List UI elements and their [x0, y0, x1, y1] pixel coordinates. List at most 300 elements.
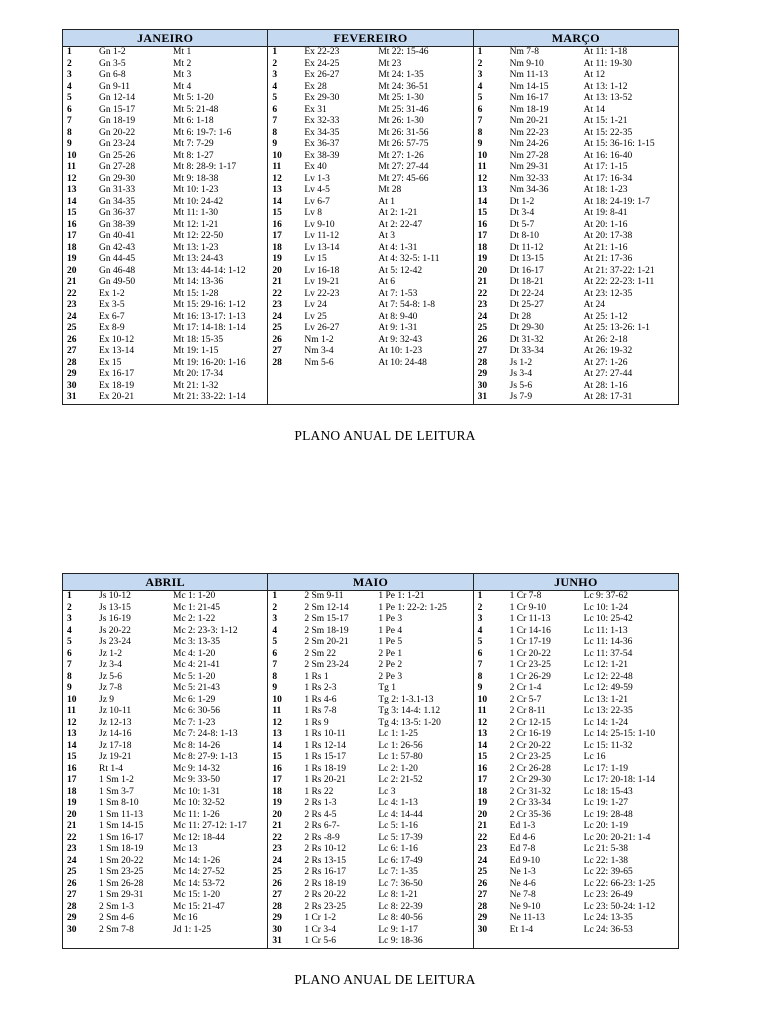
- nt-reading: Mc 6: 1-29: [173, 694, 216, 705]
- ot-reading: 2 Sm 9-11: [304, 591, 344, 601]
- ot-reading: 2 Rs 4-5: [304, 809, 337, 820]
- ot-reading: Êx 1-2: [99, 288, 125, 299]
- day-row: [63, 729, 267, 741]
- day-number: 11: [67, 706, 76, 716]
- day-number: 20: [272, 809, 282, 820]
- nt-reading: Mt 20: 17-34: [173, 369, 224, 379]
- day-row: [474, 70, 678, 82]
- nt-reading: At 10: 1-23: [378, 346, 423, 356]
- nt-reading: Lc 22: 39-65: [583, 867, 633, 877]
- day-row: [63, 312, 267, 324]
- ot-reading: Dt 29-30: [509, 323, 544, 333]
- day-number: 25: [67, 323, 77, 333]
- nt-reading: Lc 1: 57-80: [378, 752, 423, 762]
- day-row: [474, 266, 678, 278]
- month-column-marco: [473, 47, 678, 405]
- day-number: 13: [477, 185, 488, 195]
- ot-reading: Nm 24-26: [509, 139, 549, 149]
- day-number: 12: [272, 173, 282, 184]
- nt-reading: Mt 18: 15-35: [173, 334, 224, 345]
- ot-reading: 1 Sm 1-2: [99, 775, 134, 785]
- ot-reading: Êx 32-33: [304, 116, 340, 126]
- day-number: 27: [272, 890, 282, 900]
- ot-reading: 1 Rs 1: [304, 671, 329, 682]
- day-number: 16: [272, 219, 282, 230]
- day-row: [474, 289, 678, 301]
- ot-reading: 1 Sm 8-10: [99, 798, 139, 808]
- nt-reading: Mt 16: 13-17: 1-13: [173, 311, 246, 322]
- day-row: [63, 649, 267, 661]
- ot-reading: Dt 28: [509, 311, 532, 322]
- nt-reading: Mc 11: 27-12: 1-17: [173, 821, 247, 831]
- nt-reading: Lc 7: 36-50: [378, 878, 423, 889]
- ot-reading: 2 Sm 20-21: [304, 637, 349, 647]
- ot-reading: Êx 29-30: [304, 93, 340, 103]
- nt-reading: Lc 11: 37-54: [583, 648, 633, 659]
- ot-reading: 1 Cr 26-29: [509, 671, 551, 682]
- day-number: 31: [477, 392, 488, 402]
- ot-reading: Jz 1-2: [99, 648, 122, 659]
- day-number: 15: [67, 208, 77, 218]
- day-row: [63, 358, 267, 370]
- ot-reading: 2 Cr 1-4: [509, 683, 542, 693]
- day-number: 29: [67, 369, 77, 379]
- day-row: [268, 220, 472, 232]
- day-row: [63, 381, 267, 393]
- ot-reading: Jz 12-13: [99, 717, 132, 728]
- nt-reading: Mt 15: 29-16: 1-12: [173, 300, 246, 310]
- day-number: 4: [67, 625, 72, 636]
- nt-reading: Lc 5: 1-16: [378, 821, 418, 831]
- reading-plan-table-q1: [62, 29, 679, 405]
- day-row: [63, 266, 267, 278]
- day-row: [474, 128, 678, 140]
- day-row: [268, 358, 472, 370]
- day-number: 20: [477, 265, 488, 276]
- day-number: 24: [67, 311, 77, 322]
- nt-reading: Lc 8: 1-21: [378, 890, 418, 900]
- nt-reading: Mt 8: 28-9: 1-17: [173, 162, 237, 172]
- ot-reading: 1 Rs 12-14: [304, 740, 347, 751]
- day-row: [268, 231, 472, 243]
- day-row: [268, 752, 472, 764]
- day-row: [268, 913, 472, 925]
- ot-reading: Dt 1-2: [509, 196, 535, 207]
- day-number: 15: [477, 752, 488, 762]
- day-number: 28: [67, 901, 77, 912]
- day-row: [63, 660, 267, 672]
- day-row: [474, 151, 678, 163]
- nt-reading: Tg 3: 14-4: 1.12: [378, 706, 441, 716]
- reading-plan-section-q1: [62, 29, 679, 405]
- ot-reading: Êx 15: [99, 357, 122, 368]
- nt-reading: Lc 11: 1-13: [583, 625, 628, 636]
- nt-reading: 1 Pe 4: [378, 625, 403, 636]
- day-number: 21: [67, 821, 77, 831]
- day-row: [63, 821, 267, 833]
- day-row: [474, 346, 678, 358]
- nt-reading: Mt 8: 1-27: [173, 150, 214, 161]
- nt-reading: At 8: 9-40: [378, 311, 418, 322]
- day-number: 14: [477, 740, 488, 751]
- day-number: 28: [477, 357, 488, 368]
- day-number: 4: [477, 81, 483, 92]
- ot-reading: 1 Sm 29-31: [99, 890, 144, 900]
- month-header-fevereiro: FEVEREIRO: [268, 30, 473, 47]
- day-row: [63, 392, 267, 404]
- month-header-maio: MAIO: [268, 574, 473, 591]
- day-number: 13: [67, 185, 77, 195]
- ot-reading: Js 13-15: [99, 602, 131, 613]
- nt-reading: Lc 17: 20-18: 1-14: [583, 775, 656, 785]
- nt-reading: Lc 2: 1-20: [378, 763, 418, 774]
- ot-reading: 1 Rs 15-17: [304, 752, 347, 762]
- ot-reading: Dt 8-10: [509, 231, 539, 241]
- nt-reading: 1 Pe 5: [378, 637, 403, 647]
- ot-reading: Nm 34-36: [509, 185, 549, 195]
- day-number: 11: [477, 706, 487, 716]
- nt-reading: At 7: 1-53: [378, 288, 418, 299]
- day-number: 27: [272, 346, 282, 356]
- day-row: [268, 683, 472, 695]
- ot-reading: Lv 6-7: [304, 196, 330, 207]
- day-number: 31: [272, 936, 282, 946]
- day-row: [474, 695, 678, 707]
- nt-reading: Mc 14: 53-72: [173, 878, 225, 889]
- day-number: 13: [272, 185, 282, 195]
- ot-reading: Lv 4-5: [304, 185, 330, 195]
- nt-reading: At 11: 1-18: [583, 47, 628, 57]
- nt-reading: Mc 15: 1-20: [173, 890, 220, 900]
- nt-reading: Mc 2: 23-3: 1-12: [173, 625, 238, 636]
- nt-reading: Lc 12: 49-59: [583, 683, 633, 693]
- day-number: 18: [67, 786, 77, 797]
- day-row: [474, 174, 678, 186]
- ot-reading: Jz 9: [99, 694, 115, 705]
- day-number: 18: [477, 786, 488, 797]
- nt-reading: Mc 2: 1-22: [173, 614, 216, 624]
- day-number: 12: [477, 173, 488, 184]
- nt-reading: At 13: 13-52: [583, 93, 633, 103]
- nt-reading: At 26: 2-18: [583, 334, 628, 345]
- day-number: 8: [477, 127, 483, 138]
- nt-reading: Mt 21: 33-22: 1-14: [173, 392, 246, 402]
- day-row: [63, 346, 267, 358]
- day-row: [474, 752, 678, 764]
- day-row: [63, 913, 267, 925]
- ot-reading: Js 5-6: [509, 380, 533, 391]
- ot-reading: Jz 14-16: [99, 729, 132, 739]
- day-row: [268, 603, 472, 615]
- day-row: [268, 902, 472, 914]
- day-row: [474, 93, 678, 105]
- day-number: 7: [67, 660, 72, 670]
- day-row: [63, 128, 267, 140]
- day-row: [63, 672, 267, 684]
- day-number: 12: [67, 173, 77, 184]
- day-number: 14: [272, 740, 282, 751]
- day-number: 10: [67, 150, 77, 161]
- day-number: 10: [477, 694, 488, 705]
- ot-reading: 2 Cr 33-34: [509, 798, 551, 808]
- nt-reading: At 28: 1-16: [583, 380, 628, 391]
- nt-reading: Mc 12: 18-44: [173, 832, 225, 843]
- day-row: [63, 254, 267, 266]
- day-row: [474, 649, 678, 661]
- day-number: 27: [477, 346, 488, 356]
- day-row: [268, 335, 472, 347]
- ot-reading: 1 Sm 16-17: [99, 832, 144, 843]
- day-number: 8: [272, 671, 278, 682]
- ot-reading: Êx 16-17: [99, 369, 135, 379]
- nt-reading: At 15: 1-21: [583, 116, 628, 126]
- day-row: [63, 902, 267, 914]
- ot-reading: Nm 1-2: [304, 334, 334, 345]
- day-number: 7: [272, 116, 278, 126]
- day-row: [63, 752, 267, 764]
- nt-reading: Mt 6: 1-18: [173, 116, 214, 126]
- nt-reading: Mt 24: 1-35: [378, 70, 424, 80]
- day-number: 9: [272, 139, 278, 149]
- nt-reading: Mc 10: 32-52: [173, 798, 225, 808]
- day-number: 14: [67, 740, 77, 751]
- day-number: 17: [67, 231, 77, 241]
- day-row: [268, 312, 472, 324]
- day-row: [474, 335, 678, 347]
- ot-reading: 2 Rs 13-15: [304, 855, 347, 866]
- nt-reading: Lc 1: 26-56: [378, 740, 423, 751]
- nt-reading: Mt 12: 1-21: [173, 219, 219, 230]
- day-row: [268, 925, 472, 937]
- ot-reading: 1 Rs 22: [304, 786, 334, 797]
- day-number: 5: [477, 637, 483, 647]
- ot-reading: 1 Cr 17-19: [509, 637, 551, 647]
- day-row: [268, 614, 472, 626]
- day-number: 6: [67, 104, 72, 115]
- nt-reading: Lc 16: [583, 752, 606, 762]
- day-row: [474, 208, 678, 220]
- ot-reading: Êx 28: [304, 81, 327, 92]
- nt-reading: Mc 9: 33-50: [173, 775, 220, 785]
- day-number: 3: [67, 70, 72, 80]
- ot-reading: 1 Sm 18-19: [99, 844, 144, 854]
- ot-reading: Nm 18-19: [509, 104, 549, 115]
- day-number: 30: [67, 380, 77, 391]
- day-number: 18: [477, 242, 488, 253]
- ot-reading: 1 Cr 11-13: [509, 614, 551, 624]
- day-number: 28: [67, 357, 77, 368]
- day-number: 4: [67, 81, 72, 92]
- ot-reading: Dt 22-24: [509, 288, 544, 299]
- ot-reading: Dt 5-7: [509, 219, 535, 230]
- ot-reading: Nm 14-15: [509, 81, 549, 92]
- day-number: 2: [272, 58, 278, 69]
- day-number: 14: [67, 196, 77, 207]
- day-number: 23: [67, 844, 77, 854]
- day-number: 30: [272, 924, 282, 935]
- day-row: [63, 139, 267, 151]
- day-row: [474, 867, 678, 879]
- day-number: 21: [272, 821, 282, 831]
- day-number: 14: [272, 196, 282, 207]
- day-number: 21: [67, 277, 77, 287]
- day-row: [474, 105, 678, 117]
- nt-reading: Mc 3: 13-35: [173, 637, 220, 647]
- day-number: 19: [272, 254, 282, 264]
- month-header-junho: JUNHO: [473, 574, 678, 591]
- day-row: [474, 116, 678, 128]
- nt-reading: Mc 7: 1-23: [173, 717, 216, 728]
- day-number: 19: [477, 254, 488, 264]
- day-row: [63, 174, 267, 186]
- reading-plan-section-q2: [62, 573, 679, 949]
- ot-reading: 2 Sm 23-24: [304, 660, 349, 670]
- day-row: [268, 346, 472, 358]
- day-number: 3: [272, 70, 278, 80]
- day-row: [63, 323, 267, 335]
- day-row: [474, 890, 678, 902]
- ot-reading: 2 Sm 12-14: [304, 602, 349, 613]
- nt-reading: At 27: 27-44: [583, 369, 633, 379]
- day-number: 21: [477, 277, 488, 287]
- day-number: 1: [272, 591, 278, 601]
- day-number: 5: [272, 93, 278, 103]
- nt-reading: Mc 9: 14-32: [173, 763, 220, 774]
- nt-reading: At 20: 17-38: [583, 231, 633, 241]
- nt-reading: Lc 11: 14-36: [583, 637, 633, 647]
- ot-reading: 1 Rs 4-6: [304, 694, 337, 705]
- ot-reading: Ne 9-10: [509, 901, 541, 912]
- ot-reading: Nm 22-23: [509, 127, 549, 138]
- day-row: [268, 300, 472, 312]
- day-row: [268, 128, 472, 140]
- ot-reading: Nm 29-31: [509, 162, 549, 172]
- nt-reading: 2 Pe 1: [378, 648, 403, 659]
- nt-reading: Mc 16: [173, 913, 198, 923]
- nt-reading: 1 Pe 1: 22-2: 1-25: [378, 602, 447, 613]
- day-row: [268, 185, 472, 197]
- ot-reading: Ne 7-8: [509, 890, 536, 900]
- day-row: [268, 660, 472, 672]
- ot-reading: Gn 36-37: [99, 208, 136, 218]
- day-row: [63, 925, 267, 937]
- day-number: 7: [67, 116, 72, 126]
- ot-reading: Êx 3-5: [99, 300, 125, 310]
- month-header-janeiro: JANEIRO: [63, 30, 268, 47]
- ot-reading: 2 Sm 22: [304, 648, 337, 659]
- day-number: 18: [272, 786, 282, 797]
- ot-reading: 1 Rs 18-19: [304, 763, 347, 774]
- day-number: 10: [272, 694, 282, 705]
- nt-reading: Mc 6: 30-56: [173, 706, 220, 716]
- day-row: [63, 220, 267, 232]
- day-row: [63, 289, 267, 301]
- nt-reading: Mt 10: 1-23: [173, 185, 219, 195]
- day-row: [474, 844, 678, 856]
- day-number: 2: [477, 602, 483, 613]
- nt-reading: Mc 1: 1-20: [173, 591, 216, 601]
- nt-reading: Lc 8: 22-39: [378, 901, 423, 912]
- nt-reading: Lc 10: 25-42: [583, 614, 633, 624]
- nt-reading: Mt 13: 24-43: [173, 254, 224, 264]
- day-row: [474, 660, 678, 672]
- ot-reading: Êx 20-21: [99, 392, 135, 402]
- day-row: [474, 683, 678, 695]
- day-number: 30: [67, 924, 77, 935]
- nt-reading: Mc 11: 1-26: [173, 809, 220, 820]
- day-number: 11: [272, 706, 282, 716]
- day-row: [63, 603, 267, 615]
- day-row: [63, 856, 267, 868]
- day-row: [268, 810, 472, 822]
- day-row: [63, 277, 267, 289]
- day-row: [474, 59, 678, 71]
- day-row: [63, 185, 267, 197]
- ot-reading: Êx 26-27: [304, 70, 340, 80]
- day-row: [474, 787, 678, 799]
- ot-reading: Ed 4-6: [509, 832, 536, 843]
- day-row: [474, 312, 678, 324]
- day-row: [474, 162, 678, 174]
- day-number: 20: [67, 809, 77, 820]
- nt-reading: At 16: 16-40: [583, 150, 633, 161]
- nt-reading: Mt 21: 1-32: [173, 380, 219, 391]
- day-number: 29: [67, 913, 77, 923]
- nt-reading: Mt 23: [378, 58, 402, 69]
- day-row: [63, 59, 267, 71]
- ot-reading: Êx 36-37: [304, 139, 340, 149]
- ot-reading: Rt 1-4: [99, 763, 124, 774]
- ot-reading: 2 Cr 26-28: [509, 763, 551, 774]
- day-number: 9: [67, 139, 72, 149]
- day-number: 27: [67, 890, 77, 900]
- day-number: 7: [272, 660, 278, 670]
- ot-reading: Dt 3-4: [509, 208, 535, 218]
- day-number: 19: [272, 798, 282, 808]
- day-number: 15: [272, 208, 282, 218]
- nt-reading: Lc 22: 1-38: [583, 855, 628, 866]
- ot-reading: Lv 26-27: [304, 323, 340, 333]
- nt-reading: Mc 4: 21-41: [173, 660, 220, 670]
- nt-reading: Lc 19: 1-27: [583, 798, 628, 808]
- nt-reading: At 26: 19-32: [583, 346, 633, 356]
- ot-reading: Êx 34-35: [304, 127, 340, 138]
- day-number: 25: [477, 323, 488, 333]
- ot-reading: Lv 22-23: [304, 288, 340, 299]
- day-row: [268, 649, 472, 661]
- day-row: [474, 381, 678, 393]
- nt-reading: Lc 7: 1-35: [378, 867, 418, 877]
- nt-reading: Lc 19: 28-48: [583, 809, 633, 820]
- nt-reading: At 24: [583, 300, 606, 310]
- day-row: [63, 683, 267, 695]
- nt-reading: At 10: 24-48: [378, 357, 427, 368]
- day-row: [268, 139, 472, 151]
- day-row: [63, 775, 267, 787]
- month-column-junho: [473, 591, 678, 949]
- ot-reading: Js 23-24: [99, 637, 131, 647]
- day-number: 3: [477, 70, 483, 80]
- day-number: 5: [67, 637, 72, 647]
- ot-reading: Lv 1-3: [304, 173, 330, 184]
- day-row: [474, 902, 678, 914]
- day-row: [63, 764, 267, 776]
- nt-reading: Mt 27: 1-26: [378, 150, 424, 161]
- day-row: [268, 741, 472, 753]
- day-row: [268, 323, 472, 335]
- day-row: [474, 603, 678, 615]
- ot-reading: Gn 34-35: [99, 196, 136, 207]
